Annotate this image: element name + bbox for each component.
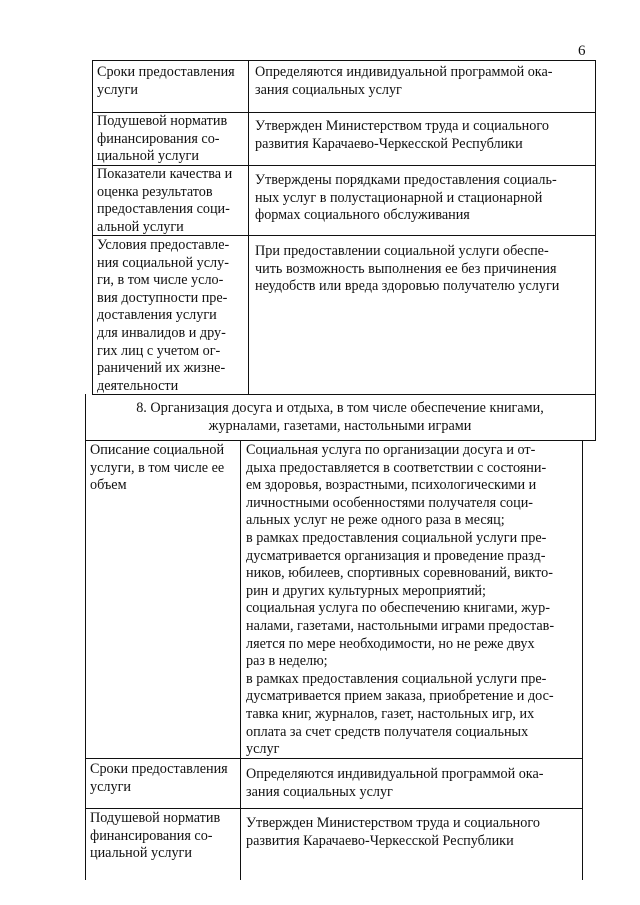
section-border-right — [595, 394, 596, 441]
table-border-right — [595, 60, 596, 394]
table-border-left — [85, 440, 86, 880]
service-term-label: Сроки предоставления услуги — [97, 64, 235, 98]
funding-norm-value: Утвержден Министерством труда и социального развития Карачаево-Черкесской Республики — [246, 815, 540, 849]
section-heading: 8. Организация досуга и отдыха, в том числе обеспечение книгами, журналами, газетами, настольными играми — [136, 400, 544, 434]
service-term-label: Сроки предоставления услуги — [90, 761, 228, 795]
service-conditions-value: При предоставлении социальной услуги обеспе- чить возможность выполнения ее без причинения неудобств или вреда здоровью получателю услуги — [255, 243, 560, 295]
funding-norm-value: Утвержден Министерством труда и социального развития Карачаево-Черкесской Республики — [255, 118, 549, 152]
service-term-value: Определяются индивидуальной программой ока- зания социальных услуг — [246, 766, 544, 800]
funding-norm-label: Подушевой норматив финансирования со- циальной услуги — [90, 810, 221, 862]
funding-norm-label: Подушевой норматив финансирования со- циальной услуги — [97, 113, 228, 165]
service-description-value: Социальная услуга по организации досуга и от- дыха предоставляется в соответствии с состояни- ем здоровья, возрастными, психологическими и личностными особенностями получателя соци- альных услуг не реже одного раза в месяц; в рамках предоставления социальной услуги пре- дусматривается организация и проведение празд- ников, юбилеев, спортивных соревнований, викто- рин и других культурных мероприятий; социальная услуга по обеспечению книгами, жур- налами, газетами, настольными играми предостав- ляется по мере необходимости, но не реже двух раз в неделю; в рамках предоставления социальной услуги пре- дусматривается прием заказа, приобретение и дос- тавка книг, журналов, газет, настольных игр, их оплата за счет средств получателя социальных услуг — [246, 442, 555, 758]
quality-indicators-value: Утверждены порядками предоставления социаль- ных услуг в полустационарной и стационарной формах социального обслуживания — [255, 172, 557, 224]
column-divider — [240, 440, 241, 880]
table-border-left — [92, 60, 93, 394]
page-number: 6 — [578, 43, 586, 59]
table-border-right — [582, 440, 583, 880]
service-conditions-label: Условия предоставле- ния социальной услу- ги, в том числе усло- вия доступности пре- доставления услуги для инвалидов и дру- гих лиц с учетом ог- раничений их жизне- деятельности — [97, 237, 230, 394]
column-divider — [248, 60, 249, 394]
service-term-value: Определяются индивидуальной программой ока- зания социальных услуг — [255, 64, 553, 98]
section-border-left — [85, 394, 86, 441]
service-description-label: Описание социальной услуги, в том числе ее объем — [90, 442, 225, 494]
quality-indicators-label: Показатели качества и оценка результатов предоставления соци- альной услуги — [97, 166, 233, 235]
table-border-top — [92, 60, 596, 61]
